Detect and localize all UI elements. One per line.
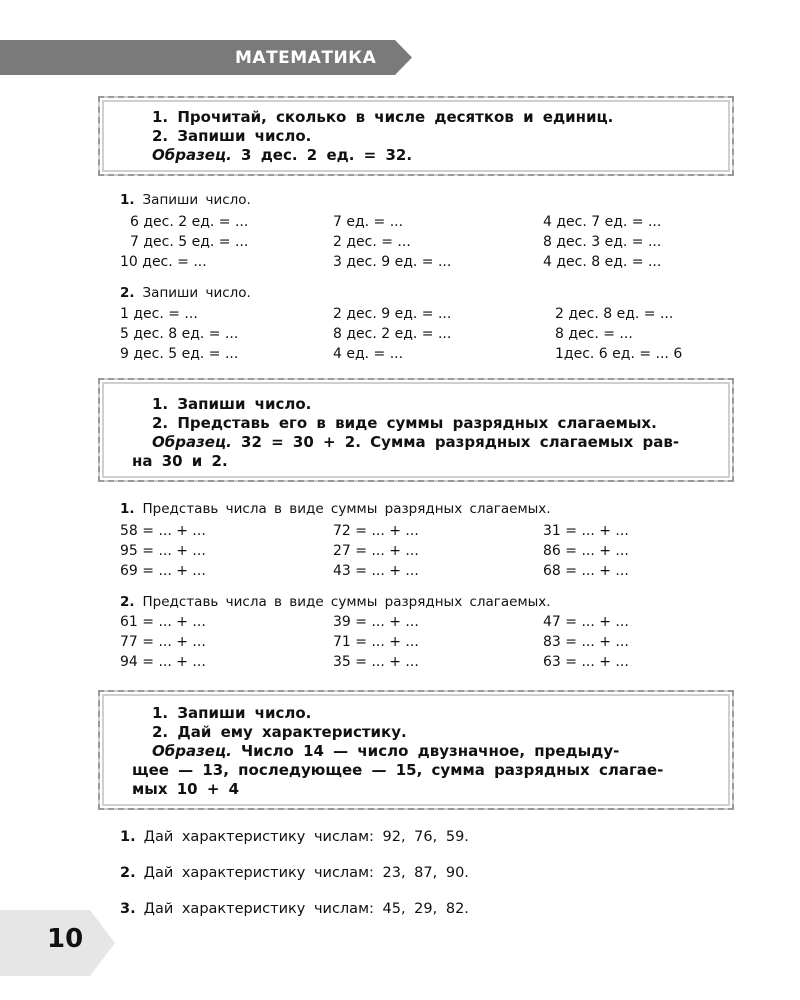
exercise-item: 95 = ... + ...: [120, 543, 206, 559]
exercise-heading: 1. Представь числа в виде суммы разрядных слагаемых.: [120, 501, 551, 517]
exercise-item: 71 = ... + ...: [333, 634, 419, 650]
rule-1-line-2: 2. Запиши число.: [152, 127, 312, 145]
exercise-item: 7 дес. 5 ед. = ...: [130, 234, 249, 250]
sample-text: Число 14 — число двузначное, предыду-: [241, 742, 620, 760]
exercise-item: 94 = ... + ...: [120, 654, 206, 670]
exercise-item: 2 дес. = ...: [333, 234, 411, 250]
rule-3-line-1: 1. Запиши число.: [152, 704, 312, 722]
exercise-heading: 2. Запиши число.: [120, 285, 251, 301]
exercise-item: 31 = ... + ...: [543, 523, 629, 539]
rule-2-line-2: 2. Представь его в виде суммы разрядных слагаемых.: [152, 414, 657, 432]
exercise-item: 4 ед. = ...: [333, 346, 404, 362]
exercise-item: 83 = ... + ...: [543, 634, 629, 650]
exercise-item: 72 = ... + ...: [333, 523, 419, 539]
page-number: 10: [47, 924, 84, 954]
rule-3-line-4: щее — 13, последующее — 15, сумма разрядных слагае-: [132, 761, 664, 779]
exercise-item: 10 дес. = ...: [120, 254, 207, 270]
exercise-item: 77 = ... + ...: [120, 634, 206, 650]
sample-label: Образец.: [152, 146, 232, 164]
exercise-item: 4 дес. 7 ед. = ...: [543, 214, 662, 230]
exercise-item: 2 дес. 9 ед. = ...: [333, 306, 452, 322]
exercise-item: 1дес. 6 ед. = ... 6: [555, 346, 683, 362]
exercise-item: 5 дес. 8 ед. = ...: [120, 326, 239, 342]
exercise-item: 4 дес. 8 ед. = ...: [543, 254, 662, 270]
rule-1-line-1: 1. Прочитай, сколько в числе десятков и единиц.: [152, 108, 614, 126]
exercise-item: 35 = ... + ...: [333, 654, 419, 670]
exercise-item: 8 дес. 3 ед. = ...: [543, 234, 662, 250]
section-title: МАТЕМАТИКА: [235, 48, 377, 68]
exercise-item: 6 дес. 2 ед. = ...: [130, 214, 249, 230]
rule-1-sample: [152, 146, 412, 164]
sample-text: 32 = 30 + 2. Сумма разрядных слагаемых рав-: [241, 433, 680, 451]
exercise-item: 8 дес. 2 ед. = ...: [333, 326, 452, 342]
exercise-item: 7 ед. = ...: [333, 214, 404, 230]
rule-3-line-2: 2. Дай ему характеристику.: [152, 723, 407, 741]
rule-3-sample: [152, 742, 619, 760]
exercise-heading: 2. Представь числа в виде суммы разрядных слагаемых.: [120, 594, 551, 610]
exercise-item: 8 дес. = ...: [555, 326, 633, 342]
exercise-item: 27 = ... + ...: [333, 543, 419, 559]
exercise-item: 68 = ... + ...: [543, 563, 629, 579]
exercise-item: 3 дес. 9 ед. = ...: [333, 254, 452, 270]
sample-label: Образец.: [152, 433, 232, 451]
exercise-item: 43 = ... + ...: [333, 563, 419, 579]
exercise-item: 39 = ... + ...: [333, 614, 419, 630]
exercise-item: 86 = ... + ...: [543, 543, 629, 559]
sample-text: 3 дес. 2 ед. = 32.: [241, 146, 413, 164]
sample-label: Образец.: [152, 742, 232, 760]
exercise-item: 58 = ... + ...: [120, 523, 206, 539]
exercise-item: 69 = ... + ...: [120, 563, 206, 579]
rule-2-line-4: на 30 и 2.: [132, 452, 228, 470]
exercise-item: 63 = ... + ...: [543, 654, 629, 670]
rule-2-line-1: 1. Запиши число.: [152, 395, 312, 413]
exercise-item: 9 дес. 5 ед. = ...: [120, 346, 239, 362]
exercise-item: 2 дес. 8 ед. = ...: [555, 306, 674, 322]
exercise-item: 61 = ... + ...: [120, 614, 206, 630]
exercise-item: 47 = ... + ...: [543, 614, 629, 630]
exercise-item: 1 дес. = ...: [120, 306, 198, 322]
exercise-question: 2. Дай характеристику числам: 23, 87, 90.: [120, 865, 469, 881]
rule-3-line-5: мых 10 + 4: [132, 780, 240, 798]
exercise-question: 1. Дай характеристику числам: 92, 76, 59.: [120, 829, 469, 845]
rule-2-sample: [152, 433, 679, 451]
exercise-question: 3. Дай характеристику числам: 45, 29, 82.: [120, 901, 469, 917]
exercise-heading: 1. Запиши число.: [120, 192, 251, 208]
